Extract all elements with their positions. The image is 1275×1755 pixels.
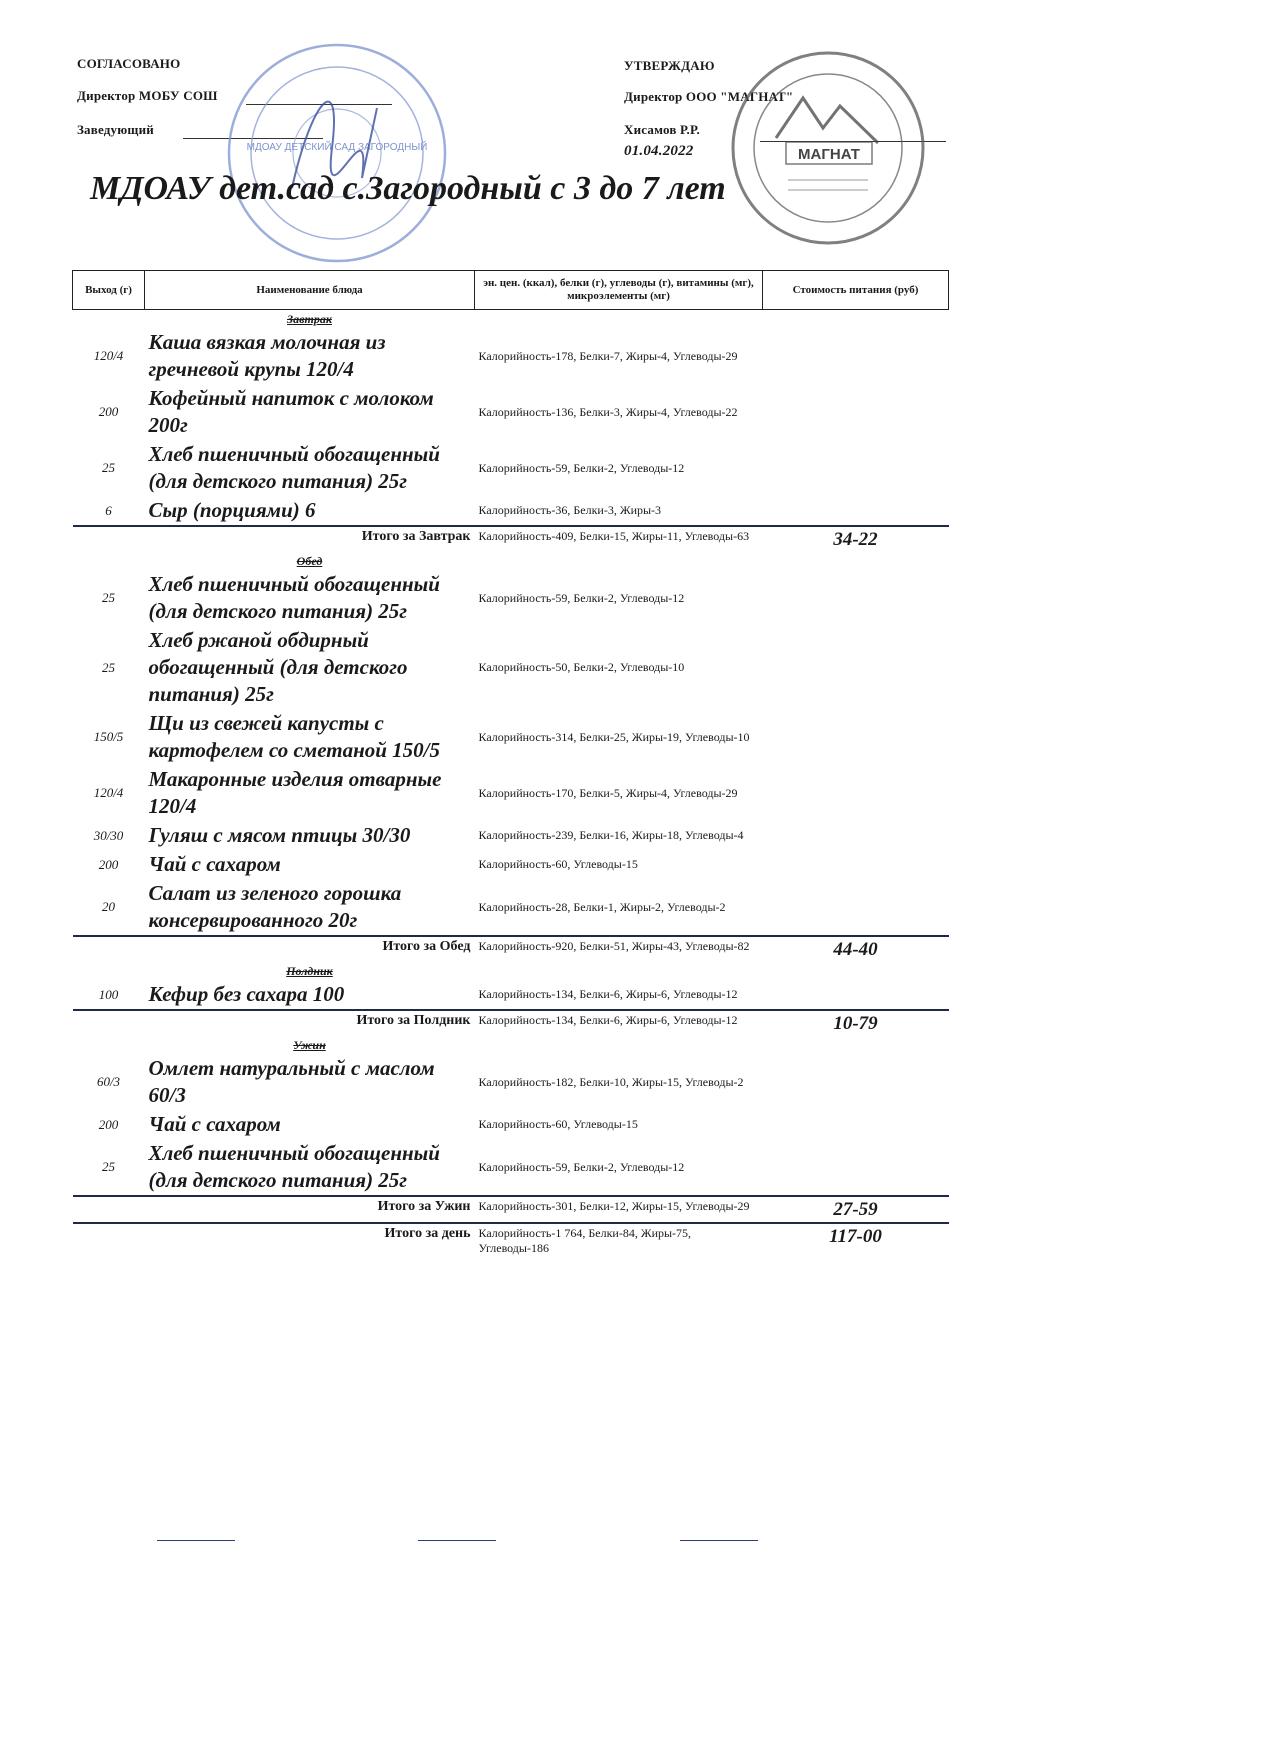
item-nutrition: Калорийность-59, Белки-2, Углеводы-12 — [478, 460, 685, 475]
section-total-nutrition: Калорийность-409, Белки-15, Жиры-11, Углеводы-63 — [475, 526, 763, 552]
section-total-cost: 34-22 — [763, 526, 949, 552]
item-dish-name: Макаронные изделия отварные 120/4 — [148, 767, 442, 818]
section-header-row — [73, 1036, 949, 1054]
left-stamp-icon — [222, 38, 452, 268]
menu-body — [73, 310, 949, 1258]
section-title-cell — [145, 962, 475, 980]
section-title-cell — [145, 552, 475, 570]
section-spacer — [73, 552, 145, 570]
section-total-row — [73, 1010, 949, 1036]
item-output: 25 — [102, 659, 115, 675]
item-output: 60/3 — [96, 1074, 121, 1089]
table-row — [73, 328, 949, 384]
section-header-row — [73, 962, 949, 980]
table-row — [73, 496, 949, 526]
table-row — [73, 980, 949, 1010]
item-dish-name: Чай с сахаром — [148, 1112, 281, 1136]
item-output: 150/5 — [93, 729, 124, 744]
table-row — [73, 850, 949, 879]
section-header-row — [73, 310, 949, 329]
item-output: 100 — [98, 986, 119, 1002]
item-output: 25 — [102, 460, 115, 475]
section-total-nutrition: Калорийность-134, Белки-6, Жиры-6, Углеводы-12 — [475, 1010, 763, 1036]
section-spacer — [73, 1036, 145, 1054]
bottom-line-1 — [157, 1540, 235, 1541]
item-output: 25 — [102, 590, 115, 605]
item-cost — [763, 440, 949, 496]
approver-name: Хисамов Р.Р. — [624, 122, 700, 137]
item-cost — [763, 570, 949, 626]
item-nutrition: Калорийность-134, Белки-6, Жиры-6, Углеводы-12 — [478, 987, 738, 1001]
left-stamp-text: МДОАУ ДЕТСКИЙ САД ЗАГОРОДНЫЙ — [246, 142, 428, 153]
item-output: 200 — [98, 404, 119, 419]
menu-table — [72, 270, 949, 1257]
section-spacer — [475, 1036, 763, 1054]
table-row — [73, 879, 949, 936]
section-total-nutrition: Калорийность-920, Белки-51, Жиры-43, Углеводы-82 — [475, 936, 763, 962]
section-spacer — [475, 310, 763, 329]
section-spacer — [73, 962, 145, 980]
item-cost — [763, 980, 949, 1010]
table-row — [73, 1139, 949, 1196]
right-stamp-text: МАГНАТ — [798, 146, 860, 163]
director-right-label: Директор ООО "МАГНАТ" — [624, 89, 794, 104]
table-row — [73, 626, 949, 709]
col-header-nutrition: эн. цен. (ккал), белки (г), углеводы (г), витамины (мг), микроэлементы (мг) — [475, 271, 763, 310]
col-header-output: Выход (г) — [73, 271, 145, 310]
section-spacer — [73, 310, 145, 329]
item-nutrition: Калорийность-50, Белки-2, Углеводы-10 — [478, 660, 685, 674]
table-row — [73, 709, 949, 765]
item-dish-name: Салат из зеленого горошка консервированного 20г — [148, 881, 402, 932]
section-title: Полдник — [286, 963, 333, 978]
table-row — [73, 440, 949, 496]
item-dish-name: Щи из свежей капусты с картофелем со сметаной 150/5 — [148, 711, 440, 762]
item-dish-name: Омлет натуральный с маслом 60/3 — [148, 1056, 435, 1107]
section-title: Ужин — [293, 1037, 326, 1052]
item-cost — [763, 879, 949, 936]
item-dish-name: Хлеб ржаной обдирный обогащенный (для детского питания) 25г — [148, 628, 408, 706]
item-dish-name: Сыр (порциями) 6 — [148, 498, 316, 522]
item-cost — [763, 850, 949, 879]
item-output: 20 — [102, 899, 115, 914]
table-header-row — [73, 271, 949, 310]
item-cost — [763, 1139, 949, 1196]
item-cost — [763, 384, 949, 440]
table-row — [73, 1054, 949, 1110]
document-title: МДОАУ дет.сад с.Загородный с 3 до 7 лет — [90, 170, 726, 207]
item-nutrition: Калорийность-36, Белки-3, Жиры-3 — [478, 503, 662, 517]
table-row — [73, 1110, 949, 1139]
section-title: Завтрак — [287, 311, 332, 326]
item-nutrition: Калорийность-239, Белки-16, Жиры-18, Углеводы-4 — [478, 828, 744, 842]
item-nutrition: Калорийность-182, Белки-10, Жиры-15, Углеводы-2 — [478, 1074, 744, 1089]
item-cost — [763, 1054, 949, 1110]
section-total-cost: 27-59 — [763, 1196, 949, 1223]
item-output: 25 — [102, 1159, 115, 1174]
section-total-row — [73, 1196, 949, 1223]
item-dish-name: Чай с сахаром — [148, 852, 281, 876]
day-total-cost: 117-00 — [763, 1223, 949, 1257]
item-nutrition: Калорийность-60, Углеводы-15 — [478, 1117, 638, 1131]
section-total-label: Итого за Полдник — [73, 1010, 475, 1036]
section-spacer — [763, 310, 949, 329]
item-nutrition: Калорийность-170, Белки-5, Жиры-4, Углеводы-29 — [478, 785, 738, 800]
item-output: 120/4 — [93, 785, 124, 800]
item-dish-name: Каша вязкая молочная из гречневой крупы 120/4 — [148, 330, 386, 381]
item-nutrition: Калорийность-314, Белки-25, Жиры-19, Углеводы-10 — [478, 729, 750, 744]
item-nutrition: Калорийность-178, Белки-7, Жиры-4, Углеводы-29 — [478, 348, 738, 363]
table-row — [73, 570, 949, 626]
item-output: 6 — [105, 502, 112, 518]
bottom-line-3 — [680, 1540, 758, 1541]
item-dish-name: Хлеб пшеничный обогащенный (для детского питания) 25г — [148, 572, 440, 623]
section-total-row — [73, 936, 949, 962]
item-dish-name: Хлеб пшеничный обогащенный (для детского питания) 25г — [148, 442, 440, 493]
section-spacer — [763, 552, 949, 570]
section-spacer — [475, 962, 763, 980]
item-nutrition: Калорийность-59, Белки-2, Углеводы-12 — [478, 1159, 685, 1174]
section-spacer — [763, 962, 949, 980]
item-nutrition: Калорийность-60, Углеводы-15 — [478, 857, 638, 871]
section-total-row — [73, 526, 949, 552]
item-cost — [763, 496, 949, 526]
day-total-nutrition: Калорийность-1 764, Белки-84, Жиры-75, Углеводы-186 — [475, 1223, 763, 1257]
agreed-label: СОГЛАСОВАНО — [77, 56, 181, 71]
section-title: Обед — [296, 553, 323, 568]
approve-label: УТВЕРЖДАЮ — [624, 58, 715, 73]
section-spacer — [475, 552, 763, 570]
section-total-cost: 44-40 — [763, 936, 949, 962]
col-header-cost: Стоимость питания (руб) — [763, 271, 949, 310]
item-output: 200 — [98, 856, 119, 872]
section-total-nutrition: Калорийность-301, Белки-12, Жиры-15, Углеводы-29 — [475, 1196, 763, 1223]
section-title-cell — [145, 1036, 475, 1054]
item-output: 30/30 — [93, 827, 124, 843]
item-cost — [763, 626, 949, 709]
section-header-row — [73, 552, 949, 570]
item-cost — [763, 821, 949, 850]
item-cost — [763, 1110, 949, 1139]
item-output: 120/4 — [93, 348, 124, 363]
section-total-label: Итого за Ужин — [73, 1196, 475, 1223]
section-total-label: Итого за Завтрак — [73, 526, 475, 552]
item-dish-name: Кефир без сахара 100 — [148, 982, 345, 1006]
right-stamp-icon — [728, 48, 928, 248]
day-total-label: Итого за день — [73, 1223, 475, 1257]
section-total-cost: 10-79 — [763, 1010, 949, 1036]
item-cost — [763, 765, 949, 821]
item-cost — [763, 328, 949, 384]
day-total-row — [73, 1223, 949, 1257]
item-nutrition: Калорийность-28, Белки-1, Жиры-2, Углеводы-2 — [478, 899, 726, 914]
section-total-label: Итого за Обед — [73, 936, 475, 962]
table-row — [73, 821, 949, 850]
item-dish-name: Гуляш с мясом птицы 30/30 — [148, 823, 411, 847]
table-row — [73, 765, 949, 821]
col-header-dish: Наименование блюда — [145, 271, 475, 310]
item-cost — [763, 709, 949, 765]
item-dish-name: Хлеб пшеничный обогащенный (для детского питания) 25г — [148, 1141, 440, 1192]
approval-date: 01.04.2022 — [624, 143, 694, 159]
item-output: 200 — [98, 1116, 119, 1132]
item-nutrition: Калорийность-136, Белки-3, Жиры-4, Углеводы-22 — [478, 404, 738, 419]
item-dish-name: Кофейный напиток с молоком 200г — [148, 386, 434, 437]
item-nutrition: Калорийность-59, Белки-2, Углеводы-12 — [478, 590, 685, 605]
director-left-label: Директор МОБУ СОШ — [77, 88, 218, 103]
section-title-cell — [145, 310, 475, 329]
head-label: Заведующий — [77, 122, 154, 137]
table-row — [73, 384, 949, 440]
section-spacer — [763, 1036, 949, 1054]
bottom-line-2 — [418, 1540, 496, 1541]
